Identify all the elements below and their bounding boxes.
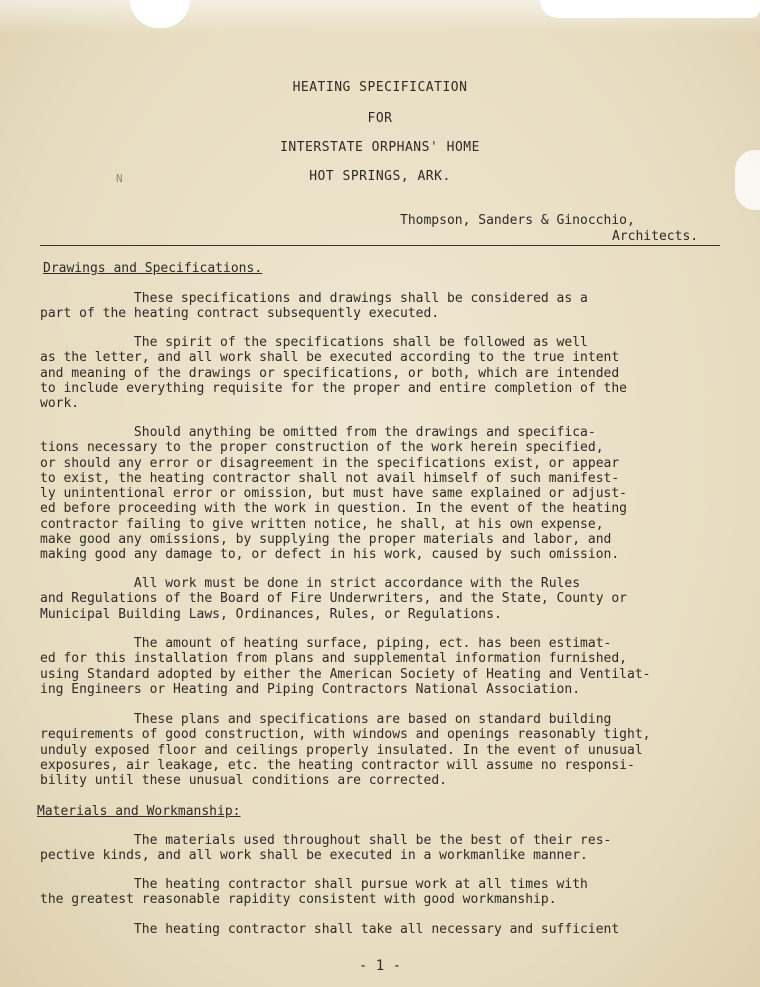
text-line: ed for this installation from plans and supplemental information furnished, bbox=[40, 651, 627, 667]
paragraph-6 bbox=[40, 712, 740, 788]
text-line: work. bbox=[40, 396, 80, 412]
section-heading-materials: Materials and Workmanship: bbox=[37, 804, 241, 819]
text-line: contractor failing to give written notice, he shall, at his own expense, bbox=[40, 516, 604, 532]
paragraph-8 bbox=[40, 877, 740, 908]
paragraph-1 bbox=[40, 291, 740, 322]
doc-for: FOR bbox=[367, 111, 393, 126]
header-rule bbox=[40, 245, 720, 246]
paragraph-4 bbox=[40, 576, 740, 622]
text-line: make good any omissions, by supplying the proper materials and labor, and bbox=[40, 532, 612, 548]
doc-location: HOT SPRINGS, ARK. bbox=[309, 169, 451, 184]
text-line: making good any damage to, or defect in his work, caused by such omission. bbox=[40, 547, 620, 563]
text-line: as the letter, and all work shall be executed according to the true intent bbox=[40, 350, 620, 366]
doc-client: INTERSTATE ORPHANS' HOME bbox=[280, 140, 480, 155]
paragraph-3 bbox=[40, 425, 740, 563]
text-line: The spirit of the specifications shall be followed as well bbox=[40, 335, 588, 350]
doc-title: HEATING SPECIFICATION bbox=[292, 80, 468, 95]
architects-title: Architects. bbox=[612, 229, 699, 244]
text-line: unduly exposed floor and ceilings properly insulated. In the event of unusual bbox=[40, 742, 643, 758]
text-line: to include everything requisite for the proper and entire completion of the bbox=[40, 380, 627, 396]
text-line: ed before proceeding with the work in question. In the event of the heating bbox=[40, 501, 627, 517]
text-line: to exist, the heating contractor shall not avail himself of such manifest- bbox=[40, 470, 620, 486]
text-line: pective kinds, and all work shall be executed in a workmanlike manner. bbox=[40, 848, 588, 864]
text-line: The heating contractor shall pursue work at all times with bbox=[40, 877, 588, 892]
text-line: part of the heating contract subsequently executed. bbox=[40, 306, 440, 322]
text-line: tions necessary to the proper construction of the work herein specified, bbox=[40, 440, 604, 456]
page-number: - 1 - bbox=[358, 958, 402, 974]
text-line: These plans and specifications are based on standard building bbox=[40, 712, 612, 727]
text-line: All work must be done in strict accordance with the Rules bbox=[40, 576, 581, 591]
text-line: or should any error or disagreement in the specifications exist, or appear bbox=[40, 455, 620, 471]
paragraph-5 bbox=[40, 636, 740, 697]
paragraph-2 bbox=[40, 335, 740, 411]
paragraph-9 bbox=[40, 922, 740, 937]
text-line: using Standard adopted by either the American Society of Heating and Ventilat- bbox=[40, 666, 651, 682]
text-line: The heating contractor shall take all necessary and sufficient bbox=[40, 922, 620, 937]
text-line: requirements of good construction, with windows and openings reasonably tight, bbox=[40, 727, 651, 743]
text-line: and Regulations of the Board of Fire Underwriters, and the State, County or bbox=[40, 591, 627, 607]
text-line: Should anything be omitted from the drawings and specifica- bbox=[40, 425, 596, 440]
text-line: The amount of heating surface, piping, ect. has been estimat- bbox=[40, 636, 612, 651]
text-line: Municipal Building Laws, Ordinances, Rules, or Regulations. bbox=[40, 606, 502, 622]
text-line: ing Engineers or Heating and Piping Contractors National Association. bbox=[40, 681, 581, 697]
text-line: and meaning of the drawings or specifications, or both, which are intended bbox=[40, 365, 620, 381]
text-line: the greatest reasonable rapidity consistent with good workmanship. bbox=[40, 892, 557, 908]
text-line: ly unintentional error or omission, but must have same explained or adjust- bbox=[40, 486, 627, 502]
paragraph-7 bbox=[40, 833, 740, 864]
text-line: The materials used throughout shall be the best of their res- bbox=[40, 833, 612, 848]
text-line: exposures, air leakage, etc. the heating contractor will assume no responsi- bbox=[40, 757, 635, 773]
margin-mark: N bbox=[116, 172, 123, 185]
text-line: These specifications and drawings shall be considered as a bbox=[40, 291, 588, 306]
architects-name: Thompson, Sanders & Ginocchio, bbox=[400, 213, 635, 228]
text-line: bility until these unusual conditions are corrected. bbox=[40, 773, 447, 789]
torn-edge-notch bbox=[540, 0, 760, 18]
section-heading-drawings: Drawings and Specifications. bbox=[43, 261, 263, 276]
